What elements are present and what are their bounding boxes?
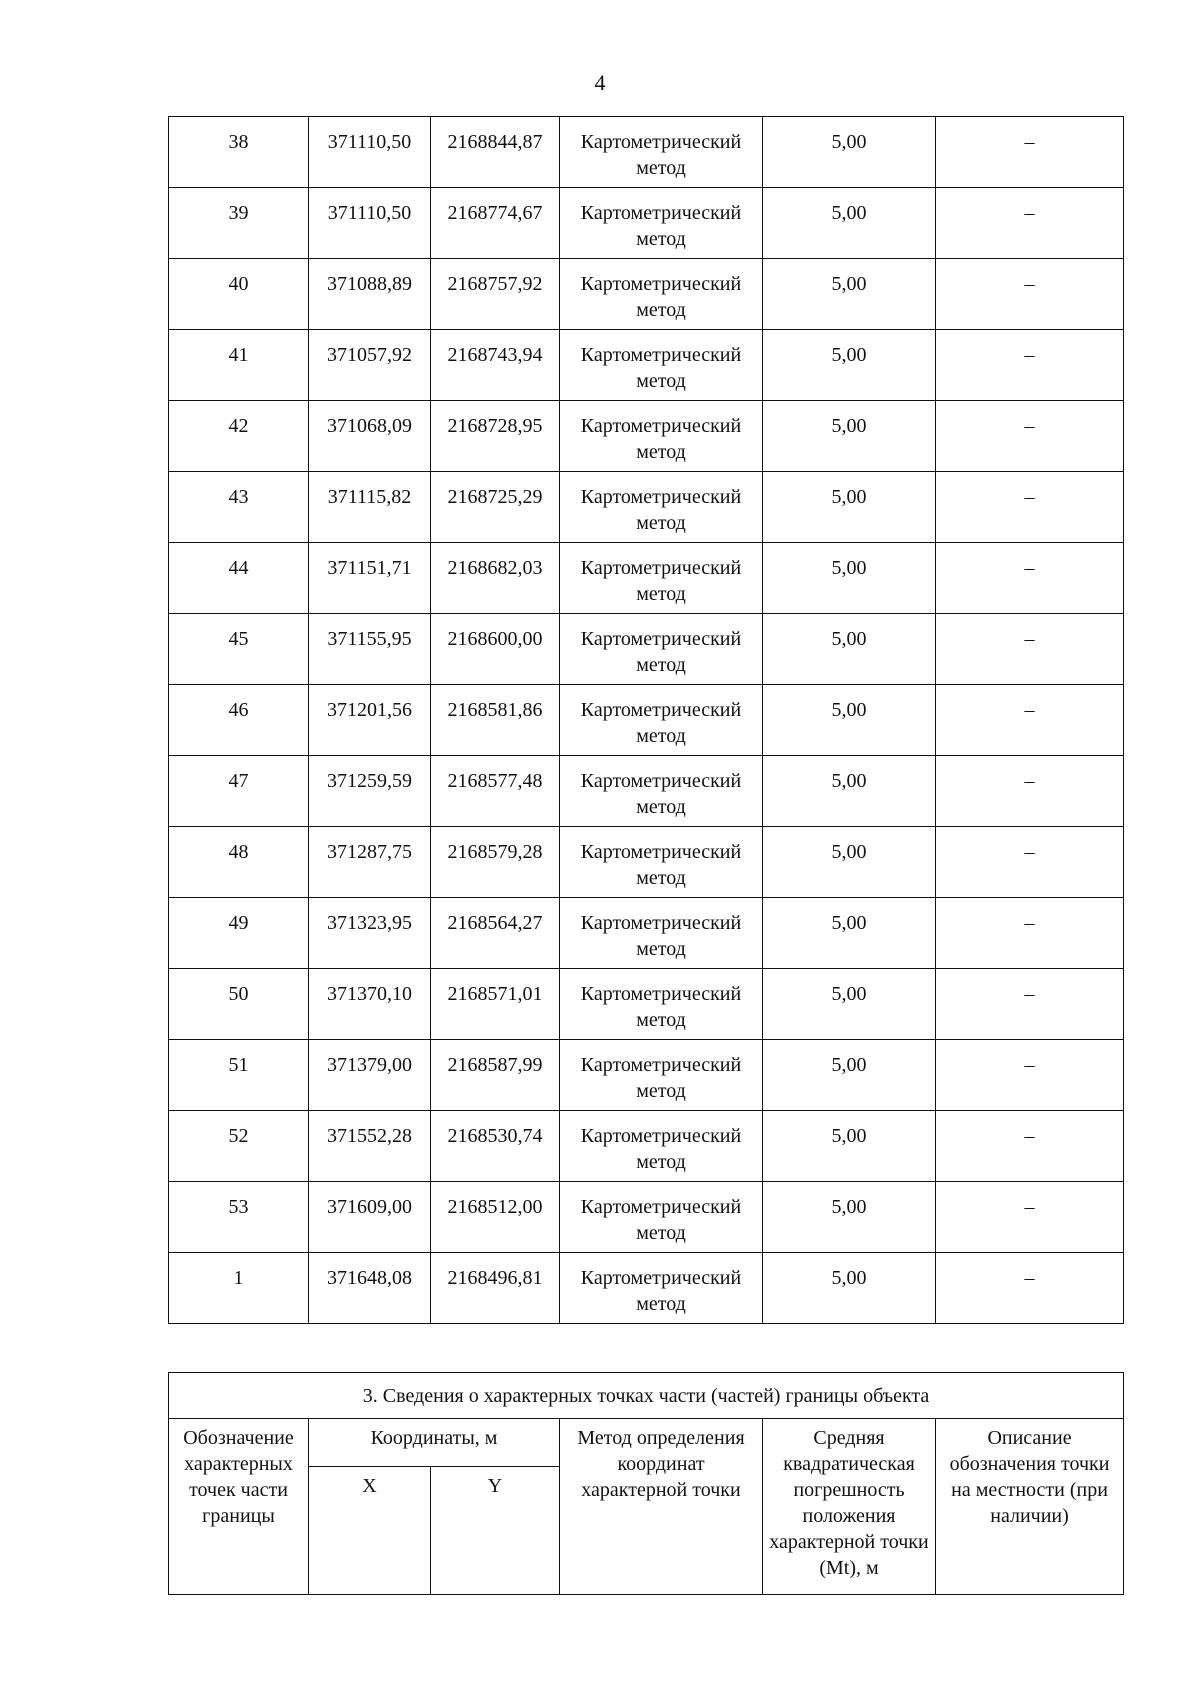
cell-point: 49 [169, 898, 309, 969]
cell-method: Картометрический метод [560, 472, 763, 543]
cell-y: 2168743,94 [431, 330, 560, 401]
cell-x: 371201,56 [309, 685, 431, 756]
cell-x: 371648,08 [309, 1253, 431, 1324]
cell-accuracy: 5,00 [763, 543, 936, 614]
cell-y: 2168600,00 [431, 614, 560, 685]
cell-method: Картометрический метод [560, 685, 763, 756]
cell-accuracy: 5,00 [763, 472, 936, 543]
table-row [169, 1253, 1124, 1324]
cell-x: 371110,50 [309, 188, 431, 259]
cell-x: 371057,92 [309, 330, 431, 401]
cell-method: Картометрический метод [560, 330, 763, 401]
cell-accuracy: 5,00 [763, 969, 936, 1040]
header-coords: Координаты, м [309, 1419, 560, 1467]
cell-point: 40 [169, 259, 309, 330]
table-row [169, 259, 1124, 330]
cell-description: – [936, 827, 1124, 898]
cell-method: Картометрический метод [560, 259, 763, 330]
cell-method: Картометрический метод [560, 827, 763, 898]
cell-point: 1 [169, 1253, 309, 1324]
table-row [169, 1182, 1124, 1253]
cell-x: 371088,89 [309, 259, 431, 330]
header-point: Обозначение характерных точек части границы [169, 1419, 309, 1595]
section3-header-table [168, 1372, 1124, 1595]
cell-accuracy: 5,00 [763, 756, 936, 827]
cell-y: 2168581,86 [431, 685, 560, 756]
cell-x: 371323,95 [309, 898, 431, 969]
cell-y: 2168496,81 [431, 1253, 560, 1324]
cell-x: 371370,10 [309, 969, 431, 1040]
cell-y: 2168512,00 [431, 1182, 560, 1253]
cell-method: Картометрический метод [560, 756, 763, 827]
cell-point: 38 [169, 117, 309, 188]
cell-y: 2168577,48 [431, 756, 560, 827]
cell-point: 53 [169, 1182, 309, 1253]
cell-x: 371259,59 [309, 756, 431, 827]
cell-x: 371609,00 [309, 1182, 431, 1253]
cell-point: 48 [169, 827, 309, 898]
table-row [169, 1111, 1124, 1182]
table-row [169, 188, 1124, 259]
cell-method: Картометрический метод [560, 614, 763, 685]
coordinates-table-body [169, 117, 1124, 1324]
cell-method: Картометрический метод [560, 188, 763, 259]
cell-y: 2168774,67 [431, 188, 560, 259]
cell-y: 2168571,01 [431, 969, 560, 1040]
header-accuracy: Средняя квадратическая погрешность положения характерной точки (Mt), м [763, 1419, 936, 1595]
cell-description: – [936, 117, 1124, 188]
cell-accuracy: 5,00 [763, 827, 936, 898]
table-row [169, 1040, 1124, 1111]
cell-y: 2168564,27 [431, 898, 560, 969]
cell-description: – [936, 259, 1124, 330]
table-row [169, 614, 1124, 685]
cell-point: 50 [169, 969, 309, 1040]
cell-description: – [936, 1111, 1124, 1182]
cell-description: – [936, 543, 1124, 614]
cell-x: 371155,95 [309, 614, 431, 685]
cell-x: 371110,50 [309, 117, 431, 188]
cell-method: Картометрический метод [560, 401, 763, 472]
cell-y: 2168587,99 [431, 1040, 560, 1111]
cell-point: 52 [169, 1111, 309, 1182]
cell-description: – [936, 401, 1124, 472]
cell-method: Картометрический метод [560, 1040, 763, 1111]
cell-y: 2168757,92 [431, 259, 560, 330]
table-row [169, 756, 1124, 827]
section3-title: 3. Сведения о характерных точках части (частей) границы объекта [169, 1373, 1124, 1419]
cell-accuracy: 5,00 [763, 330, 936, 401]
cell-x: 371379,00 [309, 1040, 431, 1111]
table-row [169, 472, 1124, 543]
cell-description: – [936, 1040, 1124, 1111]
cell-y: 2168844,87 [431, 117, 560, 188]
cell-x: 371115,82 [309, 472, 431, 543]
cell-y: 2168728,95 [431, 401, 560, 472]
cell-point: 46 [169, 685, 309, 756]
table-row [169, 117, 1124, 188]
coordinates-table [168, 116, 1124, 1324]
cell-method: Картометрический метод [560, 969, 763, 1040]
cell-point: 51 [169, 1040, 309, 1111]
cell-description: – [936, 472, 1124, 543]
cell-description: – [936, 1182, 1124, 1253]
header-x: X [309, 1467, 431, 1595]
cell-method: Картометрический метод [560, 1182, 763, 1253]
cell-method: Картометрический метод [560, 1111, 763, 1182]
cell-point: 39 [169, 188, 309, 259]
cell-accuracy: 5,00 [763, 898, 936, 969]
cell-accuracy: 5,00 [763, 1182, 936, 1253]
cell-accuracy: 5,00 [763, 1111, 936, 1182]
cell-description: – [936, 1253, 1124, 1324]
cell-description: – [936, 756, 1124, 827]
cell-method: Картометрический метод [560, 543, 763, 614]
cell-accuracy: 5,00 [763, 188, 936, 259]
cell-point: 47 [169, 756, 309, 827]
cell-y: 2168579,28 [431, 827, 560, 898]
cell-method: Картометрический метод [560, 117, 763, 188]
table-row [169, 685, 1124, 756]
cell-accuracy: 5,00 [763, 1040, 936, 1111]
cell-y: 2168725,29 [431, 472, 560, 543]
page-number: 4 [594, 70, 606, 95]
cell-point: 44 [169, 543, 309, 614]
table-row [169, 330, 1124, 401]
cell-accuracy: 5,00 [763, 117, 936, 188]
cell-method: Картометрический метод [560, 898, 763, 969]
cell-description: – [936, 614, 1124, 685]
table-row [169, 969, 1124, 1040]
cell-x: 371287,75 [309, 827, 431, 898]
cell-description: – [936, 898, 1124, 969]
cell-accuracy: 5,00 [763, 401, 936, 472]
table-row [169, 401, 1124, 472]
cell-y: 2168682,03 [431, 543, 560, 614]
cell-description: – [936, 969, 1124, 1040]
cell-point: 41 [169, 330, 309, 401]
table-row [169, 898, 1124, 969]
cell-accuracy: 5,00 [763, 685, 936, 756]
cell-x: 371068,09 [309, 401, 431, 472]
cell-method: Картометрический метод [560, 1253, 763, 1324]
cell-accuracy: 5,00 [763, 614, 936, 685]
cell-x: 371151,71 [309, 543, 431, 614]
header-y: Y [431, 1467, 560, 1595]
cell-y: 2168530,74 [431, 1111, 560, 1182]
cell-description: – [936, 685, 1124, 756]
cell-point: 45 [169, 614, 309, 685]
cell-accuracy: 5,00 [763, 259, 936, 330]
table-row [169, 827, 1124, 898]
header-description: Описание обозначения точки на местности (при наличии) [936, 1419, 1124, 1595]
cell-x: 371552,28 [309, 1111, 431, 1182]
table-row [169, 543, 1124, 614]
header-method: Метод определения координат характерной точки [560, 1419, 763, 1595]
cell-point: 42 [169, 401, 309, 472]
cell-description: – [936, 188, 1124, 259]
cell-point: 43 [169, 472, 309, 543]
cell-accuracy: 5,00 [763, 1253, 936, 1324]
cell-description: – [936, 330, 1124, 401]
